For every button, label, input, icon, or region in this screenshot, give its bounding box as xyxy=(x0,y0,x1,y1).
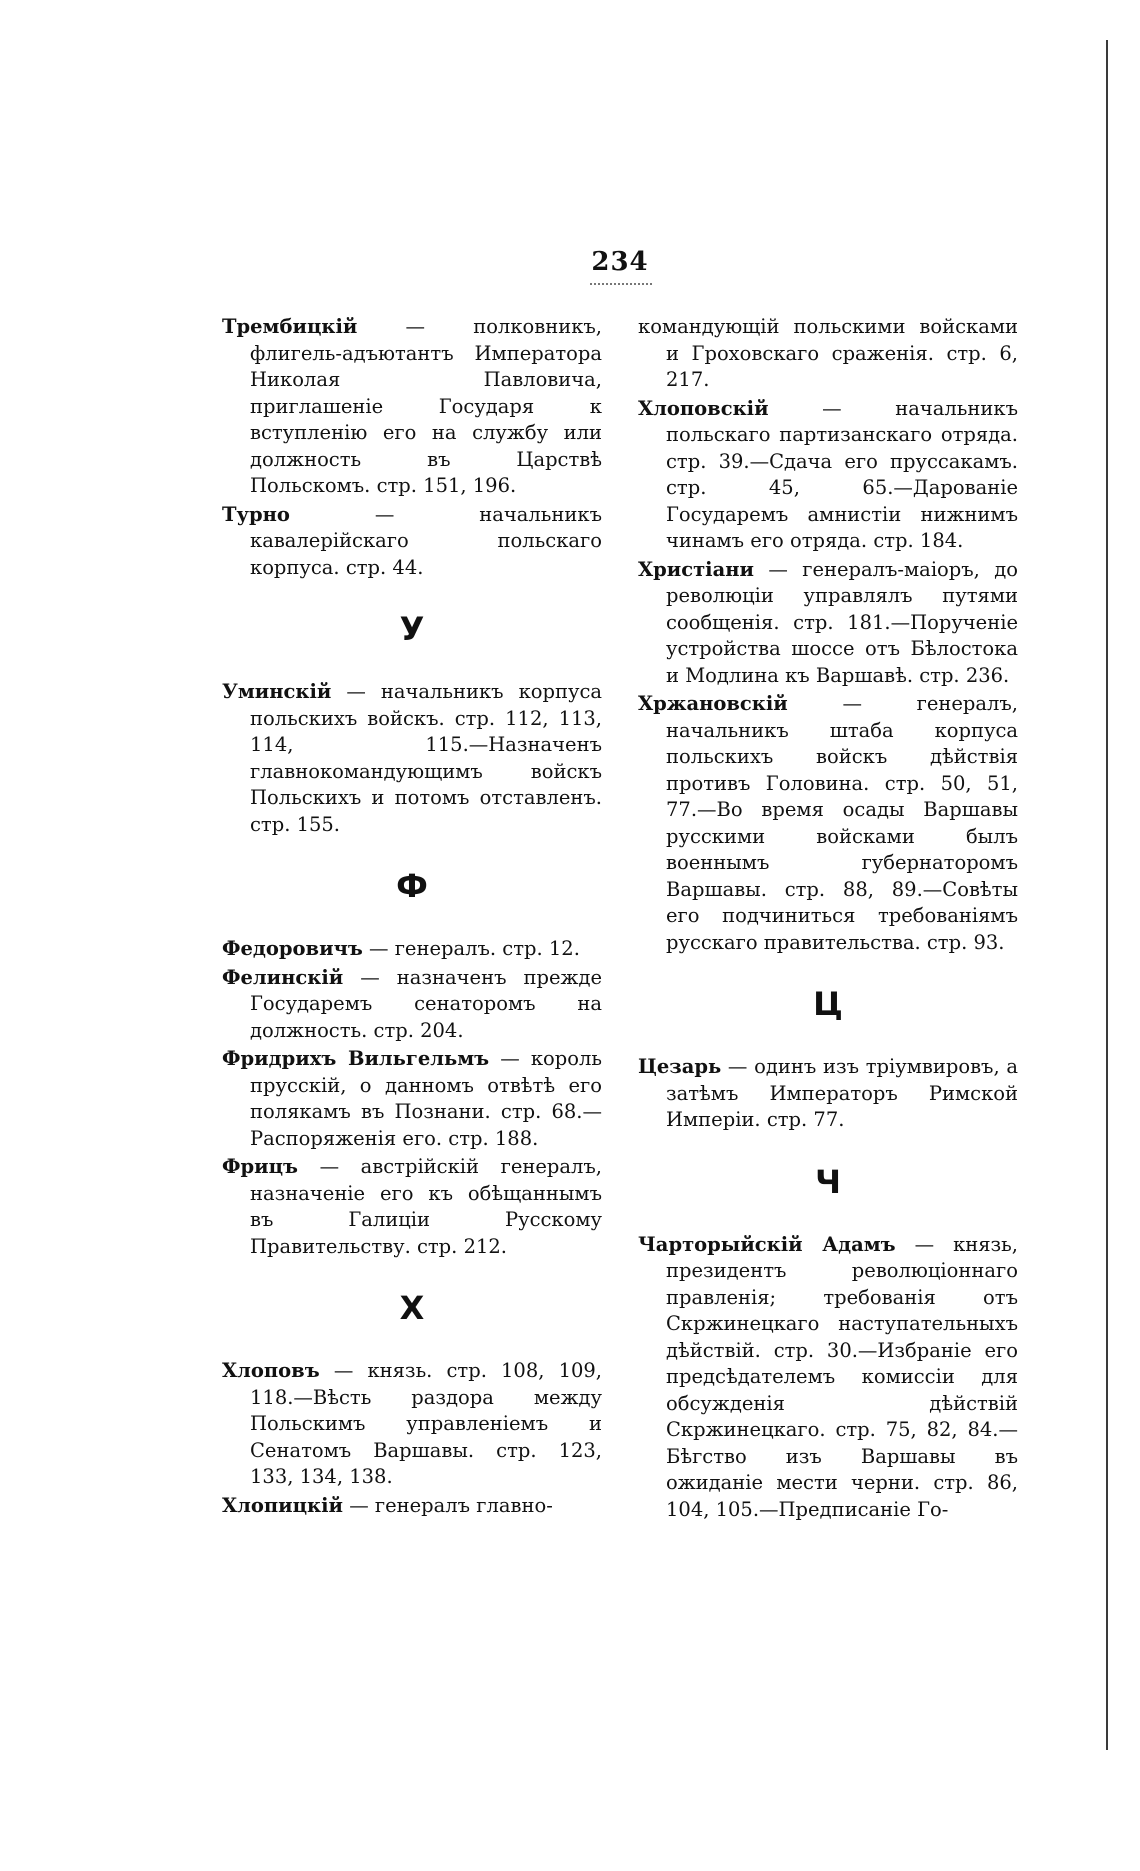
section-letter: Ч xyxy=(815,1162,841,1201)
index-entry xyxy=(638,314,1018,394)
index-entry xyxy=(222,679,602,838)
section-letter: Ц xyxy=(813,985,843,1023)
entry-text: — генералъ-маiоръ, до революцiи управлялъ путями сообщенiя. стр. 181.—Порученiе устройства шоссе отъ Бѣлостока и Модлина къ Варшавѣ. стр. 236. xyxy=(666,557,1018,687)
section-letter: У xyxy=(399,610,425,648)
entry-text: — князь, президентъ революцiоннаго правленiя; требованiя отъ Скржинецкаго наступательныхъ дѣйствiй. стр. 30.—Избранiе его предсѣдателемъ комиссiи для обсужденiя дѣйствiй Скржинецкаго. стр. 75, 82, 84.—Бѣгство изъ Варшавы въ ожиданiе мести черни. стр. 86, 104, 105.—Предписанiе Го- xyxy=(666,1232,1018,1521)
entry-text: командующiй польскими войсками и Гроховскаго сраженiя. стр. 6, 217. xyxy=(638,315,1018,391)
index-entry xyxy=(222,936,602,963)
entry-heading: Трембицкiй xyxy=(222,315,358,338)
entry-text: — полковникъ, флигель-адъютантъ Императора Николая Павловича, приглашенiе Государя к вступленiю его на службу или должность въ Царствѣ Польскомъ. стр. 151, 196. xyxy=(250,315,603,497)
index-entry xyxy=(638,691,1018,956)
entry-text: — князь. стр. 108, 109, 118.—Вѣсть раздора между Польскимъ управленiемъ и Сенатомъ Варшавы. стр. 123, 133, 134, 138. xyxy=(250,1359,602,1488)
page-edge-rule xyxy=(1106,40,1108,1750)
entry-heading: Фрицъ xyxy=(222,1155,298,1178)
entry-heading: Хржановскiй xyxy=(638,692,788,715)
section-letter: Х xyxy=(399,1289,425,1327)
entry-text: — генералъ. стр. 12. xyxy=(369,937,580,960)
entry-text: — генералъ главно- xyxy=(349,1493,553,1517)
index-entry xyxy=(638,396,1018,555)
index-entry xyxy=(222,1046,602,1152)
entry-heading: Чарторыйскiй Адамъ xyxy=(638,1232,896,1256)
index-entry xyxy=(222,502,602,582)
entry-heading: Уминскiй xyxy=(222,680,332,703)
index-entry xyxy=(222,1358,602,1491)
section-letter: Ф xyxy=(396,867,428,905)
index-entry xyxy=(638,1232,1018,1524)
entry-heading: Федоровичъ xyxy=(222,937,363,960)
left-column xyxy=(222,314,602,1521)
entry-heading: Турно xyxy=(222,502,290,526)
index-entry xyxy=(222,965,602,1045)
entry-text: — король прусскiй, о данномъ отвѣтѣ его полякамъ въ Познани. стр. 68.—Распоряженiя его. стр. 188. xyxy=(250,1047,603,1150)
entry-text: — начальникъ корпуса польскихъ войскъ. стр. 112, 113, 114, 115.—Назначенъ главнокомандующимъ войскъ Польскихъ и потомъ отставленъ. стр. 155. xyxy=(250,680,603,836)
page-number: 234 xyxy=(591,247,649,277)
entry-heading: Хлоповъ xyxy=(222,1359,320,1382)
entry-text: — начальникъ кавалерiйскаго польскаго корпуса. стр. 44. xyxy=(250,502,602,579)
entry-heading: Хлопицкiй xyxy=(222,1493,343,1517)
entry-heading: Фелинскiй xyxy=(222,965,344,989)
entry-heading: Фридрихъ Вильгельмъ xyxy=(222,1047,490,1070)
entry-heading: Цезарь xyxy=(638,1055,722,1078)
entry-text: — одинъ изъ трiумвировъ, а затѣмъ Императоръ Римской Имперiи. стр. 77. xyxy=(666,1055,1018,1131)
index-entry xyxy=(222,1493,602,1520)
entry-text: — генералъ, начальникъ штаба корпуса польскихъ войскъ дѣйствiя противъ Головина. стр. 50, 51, 77.—Во время осады Варшавы русскими войсками былъ военнымъ губернаторомъ Варшавы. стр. 88, 89.—Совѣты его подчиниться требованiямъ русскаго правительства. стр. 93. xyxy=(666,692,1019,954)
index-entry xyxy=(222,314,602,500)
entry-heading: Хлоповскiй xyxy=(638,396,769,420)
entry-heading: Христiани xyxy=(638,557,754,581)
entry-text: — австрiйскiй генералъ, назначенiе его къ обѣщаннымъ въ Галицiи Русскому Правительству. стр. 212. xyxy=(250,1155,602,1258)
entry-text: — начальникъ польскаго партизанскаго отряда. стр. 39.—Сдача его пруссакамъ. стр. 45, 65.—Дарованiе Государемъ амнистiи нижнимъ чинамъ его отряда. стр. 184. xyxy=(666,396,1018,552)
index-entry xyxy=(638,557,1018,690)
index-entry xyxy=(638,1054,1018,1134)
entry-text: — назначенъ прежде Государемъ сенаторомъ на должность. стр. 204. xyxy=(250,965,603,1042)
index-entry xyxy=(222,1154,602,1260)
page-number-ornament xyxy=(590,283,652,287)
right-column xyxy=(638,314,1018,1525)
